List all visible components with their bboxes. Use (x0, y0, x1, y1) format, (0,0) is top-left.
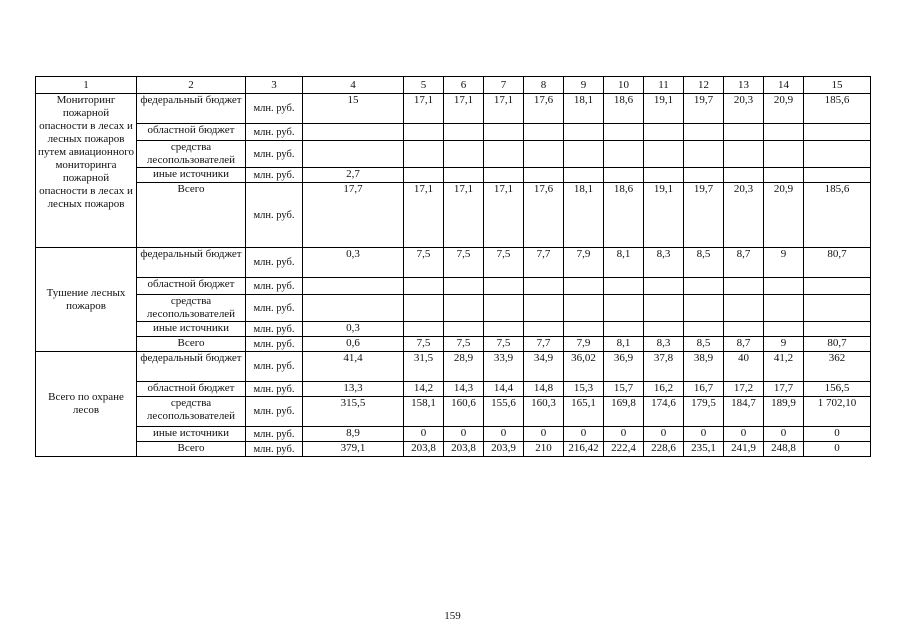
value-cell: 0 (564, 427, 604, 442)
value-cell: 185,6 (804, 94, 871, 124)
value-cell (524, 141, 564, 168)
value-cell: 8,1 (604, 337, 644, 352)
value-cell: 40 (724, 352, 764, 382)
value-cell (764, 168, 804, 183)
value-cell: 8,5 (684, 248, 724, 278)
value-cell: 7,5 (484, 337, 524, 352)
value-cell: 210 (524, 442, 564, 457)
value-cell: 18,1 (564, 183, 604, 248)
section-title: Всего по охране лесов (36, 352, 137, 457)
value-cell: 16,7 (684, 382, 724, 397)
value-cell (804, 141, 871, 168)
value-cell (764, 322, 804, 337)
value-cell: 184,7 (724, 397, 764, 427)
table-row (36, 397, 871, 427)
funding-source: федеральный бюджет (137, 248, 246, 278)
value-cell (604, 168, 644, 183)
unit-cell: млн. руб. (246, 322, 303, 337)
value-cell (724, 168, 764, 183)
value-cell (303, 141, 404, 168)
value-cell (303, 295, 404, 322)
value-cell (524, 295, 564, 322)
section-title: Мониторинг пожарной опасности в лесах и лесных пожаров путем авиационного мониторинга пожарной опасности в лесах и лесных пожаров (36, 94, 137, 248)
unit-cell: млн. руб. (246, 183, 303, 248)
value-cell (404, 141, 444, 168)
unit-cell: млн. руб. (246, 141, 303, 168)
value-cell (524, 124, 564, 141)
unit-cell: млн. руб. (246, 337, 303, 352)
value-cell (564, 278, 604, 295)
value-cell: 0 (804, 427, 871, 442)
funding-source: федеральный бюджет (137, 94, 246, 124)
value-cell: 17,1 (404, 183, 444, 248)
table-row (36, 322, 871, 337)
table-row (36, 124, 871, 141)
value-cell: 17,1 (484, 183, 524, 248)
value-cell: 18,6 (604, 183, 644, 248)
value-cell: 7,5 (484, 248, 524, 278)
funding-source: средства лесопользователей (137, 397, 246, 427)
value-cell (804, 322, 871, 337)
unit-cell: млн. руб. (246, 168, 303, 183)
value-cell (303, 124, 404, 141)
value-cell (764, 124, 804, 141)
value-cell (684, 322, 724, 337)
value-cell (764, 141, 804, 168)
value-cell (404, 168, 444, 183)
value-cell: 14,2 (404, 382, 444, 397)
value-cell (404, 124, 444, 141)
value-cell: 7,5 (444, 248, 484, 278)
value-cell (484, 124, 524, 141)
value-cell (804, 168, 871, 183)
value-cell (564, 141, 604, 168)
value-cell (303, 278, 404, 295)
value-cell: 80,7 (804, 337, 871, 352)
table-row (36, 141, 871, 168)
value-cell (404, 322, 444, 337)
column-header: 2 (137, 77, 246, 94)
header-row (36, 77, 871, 94)
value-cell: 0,3 (303, 322, 404, 337)
value-cell: 0 (684, 427, 724, 442)
value-cell (804, 278, 871, 295)
value-cell (724, 141, 764, 168)
table-row (36, 94, 871, 124)
table-row (36, 295, 871, 322)
value-cell (524, 168, 564, 183)
table-row (36, 168, 871, 183)
value-cell: 80,7 (804, 248, 871, 278)
funding-source: Всего (137, 183, 246, 248)
column-header: 5 (404, 77, 444, 94)
value-cell: 241,9 (724, 442, 764, 457)
value-cell: 169,8 (604, 397, 644, 427)
value-cell: 0 (644, 427, 684, 442)
table-row (36, 278, 871, 295)
value-cell: 14,3 (444, 382, 484, 397)
value-cell: 17,1 (484, 94, 524, 124)
value-cell (684, 141, 724, 168)
column-header: 15 (804, 77, 871, 94)
value-cell (644, 322, 684, 337)
value-cell: 9 (764, 248, 804, 278)
value-cell: 203,8 (444, 442, 484, 457)
value-cell: 7,5 (404, 248, 444, 278)
funding-source: иные источники (137, 322, 246, 337)
value-cell (764, 295, 804, 322)
value-cell: 38,9 (684, 352, 724, 382)
value-cell: 7,9 (564, 248, 604, 278)
value-cell (404, 295, 444, 322)
unit-cell: млн. руб. (246, 94, 303, 124)
column-header: 9 (564, 77, 604, 94)
unit-cell: млн. руб. (246, 427, 303, 442)
column-header: 11 (644, 77, 684, 94)
value-cell (724, 278, 764, 295)
funding-source: областной бюджет (137, 124, 246, 141)
value-cell: 189,9 (764, 397, 804, 427)
value-cell (644, 168, 684, 183)
value-cell: 28,9 (444, 352, 484, 382)
funding-source: федеральный бюджет (137, 352, 246, 382)
value-cell (484, 141, 524, 168)
value-cell: 156,5 (804, 382, 871, 397)
value-cell: 20,3 (724, 183, 764, 248)
value-cell: 19,1 (644, 94, 684, 124)
value-cell: 20,3 (724, 94, 764, 124)
value-cell (484, 295, 524, 322)
value-cell: 0 (404, 427, 444, 442)
value-cell: 8,5 (684, 337, 724, 352)
value-cell: 20,9 (764, 183, 804, 248)
value-cell: 362 (804, 352, 871, 382)
value-cell (444, 322, 484, 337)
table-row (36, 183, 871, 248)
unit-cell: млн. руб. (246, 124, 303, 141)
value-cell: 235,1 (684, 442, 724, 457)
value-cell: 315,5 (303, 397, 404, 427)
value-cell: 15,7 (604, 382, 644, 397)
value-cell: 8,7 (724, 337, 764, 352)
funding-source: иные источники (137, 168, 246, 183)
value-cell: 15 (303, 94, 404, 124)
column-header: 7 (484, 77, 524, 94)
unit-cell: млн. руб. (246, 382, 303, 397)
column-header: 12 (684, 77, 724, 94)
value-cell: 0 (524, 427, 564, 442)
value-cell: 0 (484, 427, 524, 442)
value-cell: 15,3 (564, 382, 604, 397)
value-cell (444, 278, 484, 295)
value-cell: 41,4 (303, 352, 404, 382)
value-cell: 222,4 (604, 442, 644, 457)
value-cell (604, 124, 644, 141)
value-cell (484, 168, 524, 183)
value-cell: 8,9 (303, 427, 404, 442)
value-cell: 179,5 (684, 397, 724, 427)
value-cell: 19,7 (684, 183, 724, 248)
column-header: 8 (524, 77, 564, 94)
value-cell (604, 278, 644, 295)
value-cell: 8,1 (604, 248, 644, 278)
value-cell: 17,1 (444, 183, 484, 248)
value-cell (564, 322, 604, 337)
value-cell (444, 168, 484, 183)
column-header: 3 (246, 77, 303, 94)
value-cell: 16,2 (644, 382, 684, 397)
budget-table (35, 76, 871, 457)
value-cell: 2,7 (303, 168, 404, 183)
value-cell: 7,7 (524, 337, 564, 352)
value-cell: 36,02 (564, 352, 604, 382)
value-cell (684, 124, 724, 141)
value-cell: 37,8 (644, 352, 684, 382)
value-cell (724, 295, 764, 322)
value-cell: 203,8 (404, 442, 444, 457)
value-cell: 33,9 (484, 352, 524, 382)
unit-cell: млн. руб. (246, 278, 303, 295)
unit-cell: млн. руб. (246, 397, 303, 427)
table-row (36, 427, 871, 442)
value-cell: 20,9 (764, 94, 804, 124)
value-cell: 379,1 (303, 442, 404, 457)
table-row (36, 442, 871, 457)
value-cell: 17,6 (524, 183, 564, 248)
funding-source: областной бюджет (137, 382, 246, 397)
value-cell (684, 278, 724, 295)
value-cell: 228,6 (644, 442, 684, 457)
value-cell (644, 295, 684, 322)
value-cell: 0 (444, 427, 484, 442)
value-cell (564, 295, 604, 322)
value-cell (444, 295, 484, 322)
value-cell: 14,8 (524, 382, 564, 397)
value-cell: 7,7 (524, 248, 564, 278)
unit-cell: млн. руб. (246, 248, 303, 278)
value-cell: 0 (604, 427, 644, 442)
page-number: 159 (444, 610, 461, 622)
value-cell: 17,2 (724, 382, 764, 397)
unit-cell: млн. руб. (246, 352, 303, 382)
value-cell: 14,4 (484, 382, 524, 397)
value-cell: 31,5 (404, 352, 444, 382)
value-cell (804, 295, 871, 322)
value-cell (684, 295, 724, 322)
value-cell (644, 124, 684, 141)
column-header: 1 (36, 77, 137, 94)
value-cell (724, 322, 764, 337)
value-cell: 9 (764, 337, 804, 352)
value-cell: 248,8 (764, 442, 804, 457)
value-cell: 7,5 (444, 337, 484, 352)
value-cell: 158,1 (404, 397, 444, 427)
value-cell: 1 702,10 (804, 397, 871, 427)
value-cell (564, 168, 604, 183)
value-cell (444, 141, 484, 168)
section-title: Тушение лесных пожаров (36, 248, 137, 352)
column-header: 4 (303, 77, 404, 94)
value-cell: 7,9 (564, 337, 604, 352)
value-cell: 160,6 (444, 397, 484, 427)
value-cell: 41,2 (764, 352, 804, 382)
value-cell (444, 124, 484, 141)
value-cell (764, 278, 804, 295)
value-cell: 18,6 (604, 94, 644, 124)
value-cell (644, 141, 684, 168)
value-cell: 174,6 (644, 397, 684, 427)
funding-source: средства лесопользователей (137, 295, 246, 322)
table-row (36, 382, 871, 397)
value-cell (604, 295, 644, 322)
column-header: 14 (764, 77, 804, 94)
value-cell (404, 278, 444, 295)
table-row (36, 352, 871, 382)
value-cell: 0 (724, 427, 764, 442)
funding-source: средства лесопользователей (137, 141, 246, 168)
table-row (36, 337, 871, 352)
column-header: 6 (444, 77, 484, 94)
column-header: 13 (724, 77, 764, 94)
value-cell: 17,7 (764, 382, 804, 397)
value-cell: 17,1 (404, 94, 444, 124)
value-cell: 203,9 (484, 442, 524, 457)
value-cell (524, 322, 564, 337)
value-cell: 17,7 (303, 183, 404, 248)
funding-source: Всего (137, 442, 246, 457)
value-cell: 36,9 (604, 352, 644, 382)
value-cell: 165,1 (564, 397, 604, 427)
value-cell (804, 124, 871, 141)
value-cell: 0,6 (303, 337, 404, 352)
value-cell: 8,3 (644, 337, 684, 352)
value-cell: 8,3 (644, 248, 684, 278)
value-cell: 0 (804, 442, 871, 457)
value-cell: 155,6 (484, 397, 524, 427)
value-cell: 19,7 (684, 94, 724, 124)
unit-cell: млн. руб. (246, 442, 303, 457)
column-header: 10 (604, 77, 644, 94)
value-cell: 0 (764, 427, 804, 442)
value-cell: 216,42 (564, 442, 604, 457)
unit-cell: млн. руб. (246, 295, 303, 322)
value-cell: 160,3 (524, 397, 564, 427)
value-cell: 17,1 (444, 94, 484, 124)
funding-source: Всего (137, 337, 246, 352)
value-cell (684, 168, 724, 183)
value-cell: 19,1 (644, 183, 684, 248)
value-cell: 0,3 (303, 248, 404, 278)
value-cell (644, 278, 684, 295)
value-cell: 17,6 (524, 94, 564, 124)
value-cell: 185,6 (804, 183, 871, 248)
value-cell: 34,9 (524, 352, 564, 382)
value-cell: 8,7 (724, 248, 764, 278)
value-cell: 7,5 (404, 337, 444, 352)
value-cell (524, 278, 564, 295)
value-cell (484, 322, 524, 337)
value-cell: 18,1 (564, 94, 604, 124)
table-row (36, 248, 871, 278)
value-cell (564, 124, 604, 141)
value-cell (484, 278, 524, 295)
funding-source: областной бюджет (137, 278, 246, 295)
value-cell: 13,3 (303, 382, 404, 397)
value-cell (724, 124, 764, 141)
value-cell (604, 322, 644, 337)
value-cell (604, 141, 644, 168)
funding-source: иные источники (137, 427, 246, 442)
